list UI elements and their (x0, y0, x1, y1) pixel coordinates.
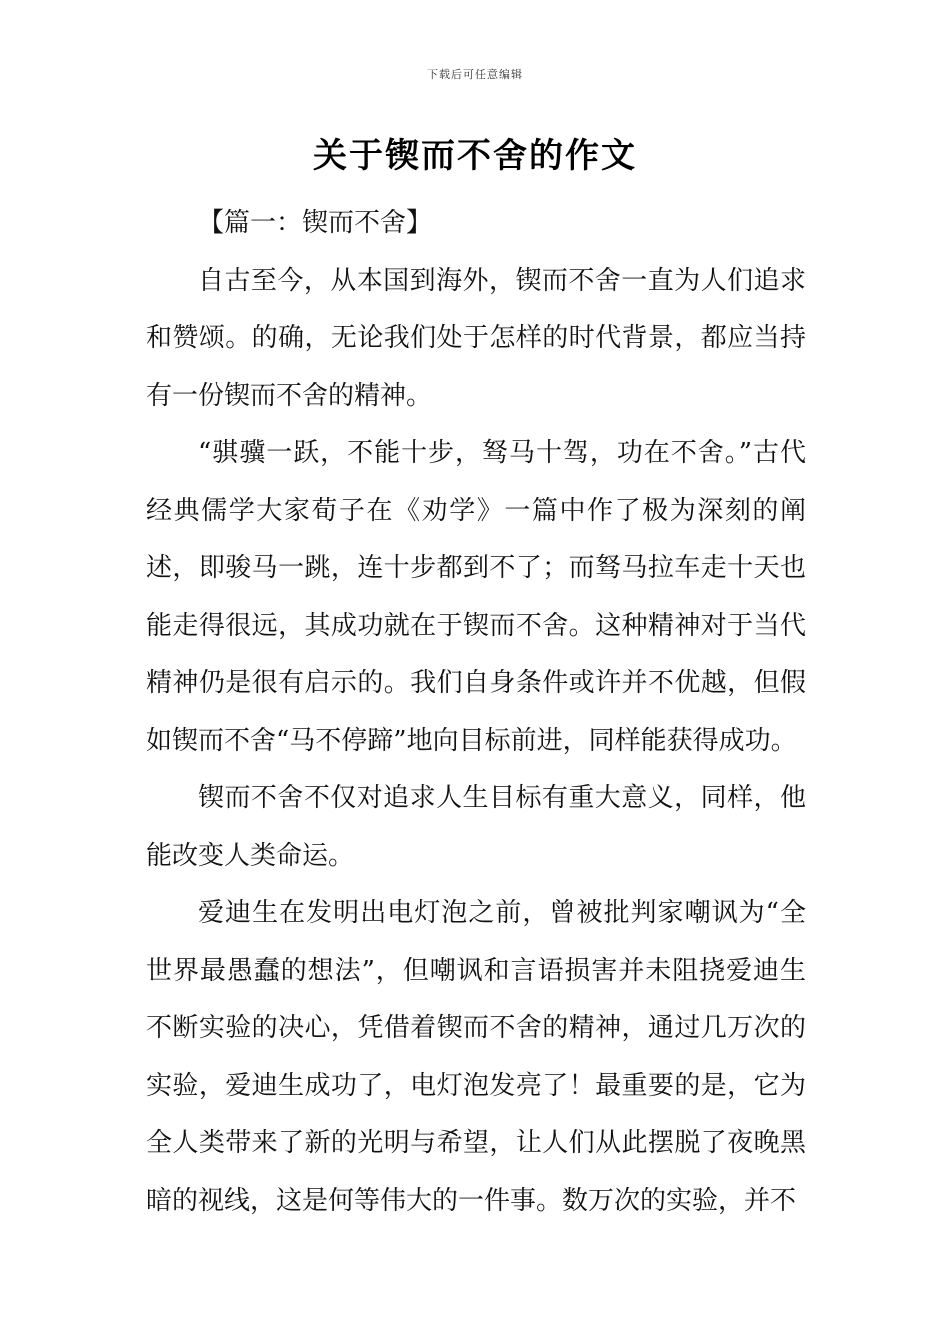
paragraph-3: 锲而不舍不仅对追求人生目标有重大意义，同样，他能改变人类命运。 (146, 783, 806, 871)
paragraph-2: “骐骥一跃，不能十步，驽马十驾，功在不舍。”古代经典儒学大家荀子在《劝学》一篇中作了极为深刻的阐述，即骏马一跳，连十步都到不了；而驽马拉车走十天也能走得很远，其成功就在于锲而不舍。这种精神对于当代精神仍是很有启示的。我们自身条件或许并不优越，但假如锲而不舍“马不停蹄”地向目标前进，同样能获得成功。 (146, 438, 806, 756)
document-title: 关于锲而不舍的作文 (313, 136, 637, 176)
paragraph-1: 自古至今，从本国到海外，锲而不舍一直为人们追求和赞颂。的确，无论我们处于怎样的时代背景，都应当持有一份锲而不舍的精神。 (146, 265, 806, 411)
document-body (146, 195, 806, 1230)
section-heading: 【篇一：锲而不舍】 (198, 208, 433, 238)
paragraph-4: 爱迪生在发明出电灯泡之前，曾被批判家嘲讽为“全世界最愚蠢的想法”，但嘲讽和言语损害并未阻挠爱迪生不断实验的决心，凭借着锲而不舍的精神，通过几万次的实验，爱迪生成功了，电灯泡发亮了！最重要的是，它为全人类带来了新的光明与希望，让人们从此摆脱了夜晚黑暗的视线，这是何等伟大的一件事。数万次的实验，并不 (146, 898, 806, 1216)
page-header-note: 下载后可任意编辑 (427, 68, 523, 81)
